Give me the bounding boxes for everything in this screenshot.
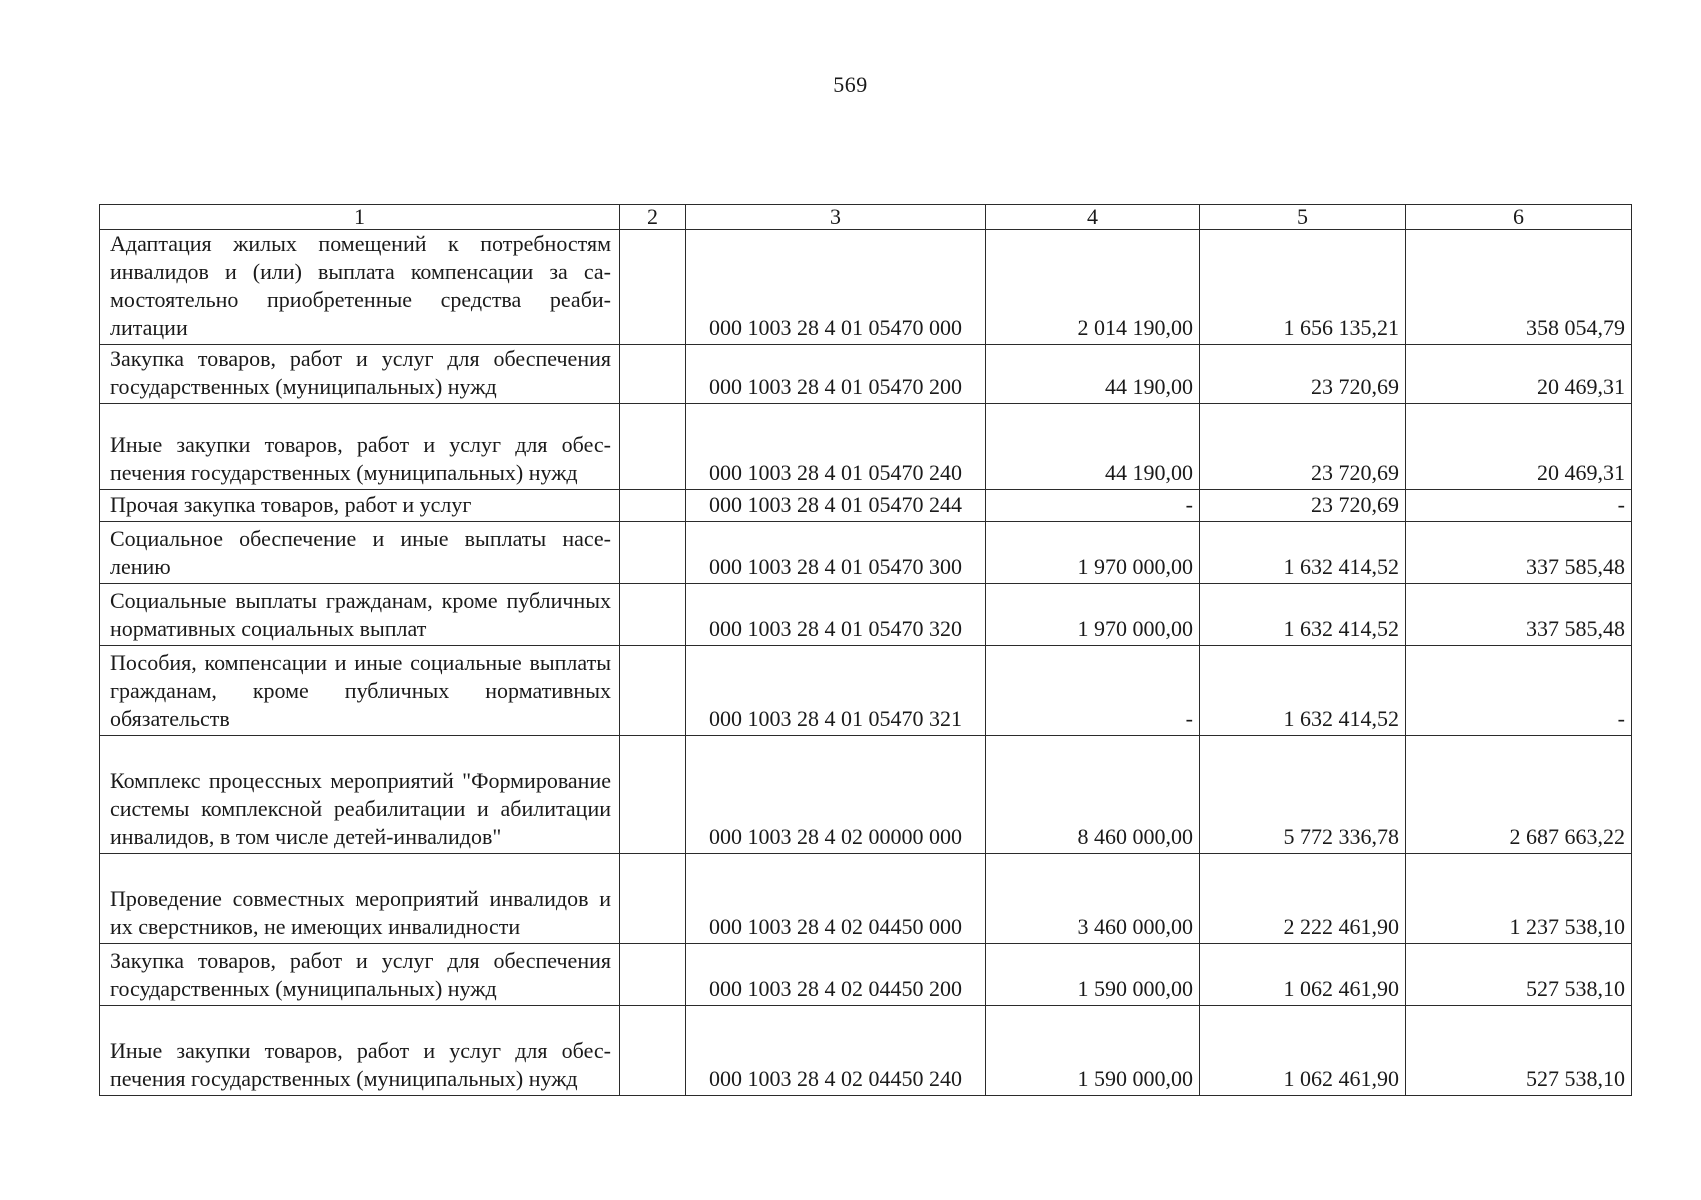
row-col2 — [620, 646, 686, 736]
header-col-2: 2 — [620, 205, 686, 230]
row-col2 — [620, 404, 686, 490]
row-name: Социальное обеспечение и иные выплаты населению — [100, 522, 620, 584]
row-code: 000 1003 28 4 01 05470 320 — [686, 584, 986, 646]
row-col2 — [620, 522, 686, 584]
row-code: 000 1003 28 4 02 04450 200 — [686, 944, 986, 1006]
row-name: Закупка товаров, работ и услуг для обеспечения государственных (муниципальных) нужд — [100, 345, 620, 404]
row-col4: 1 590 000,00 — [986, 944, 1200, 1006]
row-code: 000 1003 28 4 01 05470 321 — [686, 646, 986, 736]
row-col6: 337 585,48 — [1406, 522, 1632, 584]
row-col2 — [620, 230, 686, 345]
table-header — [100, 205, 1632, 230]
table-row — [100, 345, 1632, 404]
row-col5: 1 062 461,90 — [1200, 1006, 1406, 1096]
row-code: 000 1003 28 4 02 04450 240 — [686, 1006, 986, 1096]
row-name: Проведение совместных мероприятий инвалидов и их сверстников, не имеющих инвалидности — [100, 854, 620, 944]
table-row — [100, 522, 1632, 584]
row-col2 — [620, 1006, 686, 1096]
row-name: Комплекс процессных мероприятий "Формирование системы комплексной реабилитации и абилитации инвалидов, в том числе детей-инвалидов" — [100, 736, 620, 854]
row-code: 000 1003 28 4 01 05470 300 — [686, 522, 986, 584]
row-col5: 1 062 461,90 — [1200, 944, 1406, 1006]
row-code: 000 1003 28 4 01 05470 240 — [686, 404, 986, 490]
row-name: Социальные выплаты гражданам, кроме публичных нормативных социальных выплат — [100, 584, 620, 646]
row-col6: 2 687 663,22 — [1406, 736, 1632, 854]
row-col6: 337 585,48 — [1406, 584, 1632, 646]
row-col5: 1 632 414,52 — [1200, 522, 1406, 584]
row-col6: - — [1406, 490, 1632, 522]
table-row — [100, 944, 1632, 1006]
row-col5: 23 720,69 — [1200, 345, 1406, 404]
row-col4: 3 460 000,00 — [986, 854, 1200, 944]
table-row — [100, 854, 1632, 944]
row-name: Иные закупки товаров, работ и услуг для обеспечения государственных (муниципальных) нужд — [100, 1006, 620, 1096]
row-name: Прочая закупка товаров, работ и услуг — [100, 490, 620, 522]
row-col4: 1 970 000,00 — [986, 522, 1200, 584]
table-row — [100, 490, 1632, 522]
row-col4: 44 190,00 — [986, 404, 1200, 490]
table-row — [100, 584, 1632, 646]
row-code: 000 1003 28 4 01 05470 244 — [686, 490, 986, 522]
row-col5: 1 656 135,21 — [1200, 230, 1406, 345]
row-col4: 8 460 000,00 — [986, 736, 1200, 854]
row-col2 — [620, 345, 686, 404]
row-code: 000 1003 28 4 01 05470 000 — [686, 230, 986, 345]
row-name: Адаптация жилых помещений к потребностям инвалидов и (или) выплата компенсации за самостоятельно приобретенные средства реабилитации — [100, 230, 620, 345]
row-col6: 527 538,10 — [1406, 944, 1632, 1006]
row-name: Иные закупки товаров, работ и услуг для обеспечения государственных (муниципальных) нужд — [100, 404, 620, 490]
row-col5: 23 720,69 — [1200, 404, 1406, 490]
row-col5: 1 632 414,52 — [1200, 584, 1406, 646]
row-col4: 1 590 000,00 — [986, 1006, 1200, 1096]
row-col2 — [620, 584, 686, 646]
header-col-3: 3 — [686, 205, 986, 230]
row-name: Закупка товаров, работ и услуг для обеспечения государственных (муниципальных) нужд — [100, 944, 620, 1006]
header-col-4: 4 — [986, 205, 1200, 230]
row-col2 — [620, 490, 686, 522]
budget-table — [99, 204, 1632, 1096]
row-col5: 23 720,69 — [1200, 490, 1406, 522]
row-col4: - — [986, 490, 1200, 522]
row-col6: 358 054,79 — [1406, 230, 1632, 345]
header-col-5: 5 — [1200, 205, 1406, 230]
page-number: 569 — [833, 72, 868, 97]
row-code: 000 1003 28 4 01 05470 200 — [686, 345, 986, 404]
table-row — [100, 736, 1632, 854]
header-col-1: 1 — [100, 205, 620, 230]
row-col6: - — [1406, 646, 1632, 736]
row-name: Пособия, компенсации и иные социальные выплаты гражданам, кроме публичных нормативных обязательств — [100, 646, 620, 736]
row-col2 — [620, 854, 686, 944]
row-col2 — [620, 944, 686, 1006]
table-row — [100, 1006, 1632, 1096]
row-col6: 20 469,31 — [1406, 345, 1632, 404]
row-col5: 5 772 336,78 — [1200, 736, 1406, 854]
row-col5: 2 222 461,90 — [1200, 854, 1406, 944]
table-row — [100, 646, 1632, 736]
row-col4: - — [986, 646, 1200, 736]
row-col6: 527 538,10 — [1406, 1006, 1632, 1096]
row-code: 000 1003 28 4 02 04450 000 — [686, 854, 986, 944]
row-col6: 20 469,31 — [1406, 404, 1632, 490]
header-col-6: 6 — [1406, 205, 1632, 230]
row-col4: 2 014 190,00 — [986, 230, 1200, 345]
row-col5: 1 632 414,52 — [1200, 646, 1406, 736]
row-col4: 44 190,00 — [986, 345, 1200, 404]
table-body — [100, 230, 1632, 1096]
row-col2 — [620, 736, 686, 854]
table-row — [100, 404, 1632, 490]
header-row — [100, 205, 1632, 230]
row-col6: 1 237 538,10 — [1406, 854, 1632, 944]
table-row — [100, 230, 1632, 345]
row-col4: 1 970 000,00 — [986, 584, 1200, 646]
row-code: 000 1003 28 4 02 00000 000 — [686, 736, 986, 854]
